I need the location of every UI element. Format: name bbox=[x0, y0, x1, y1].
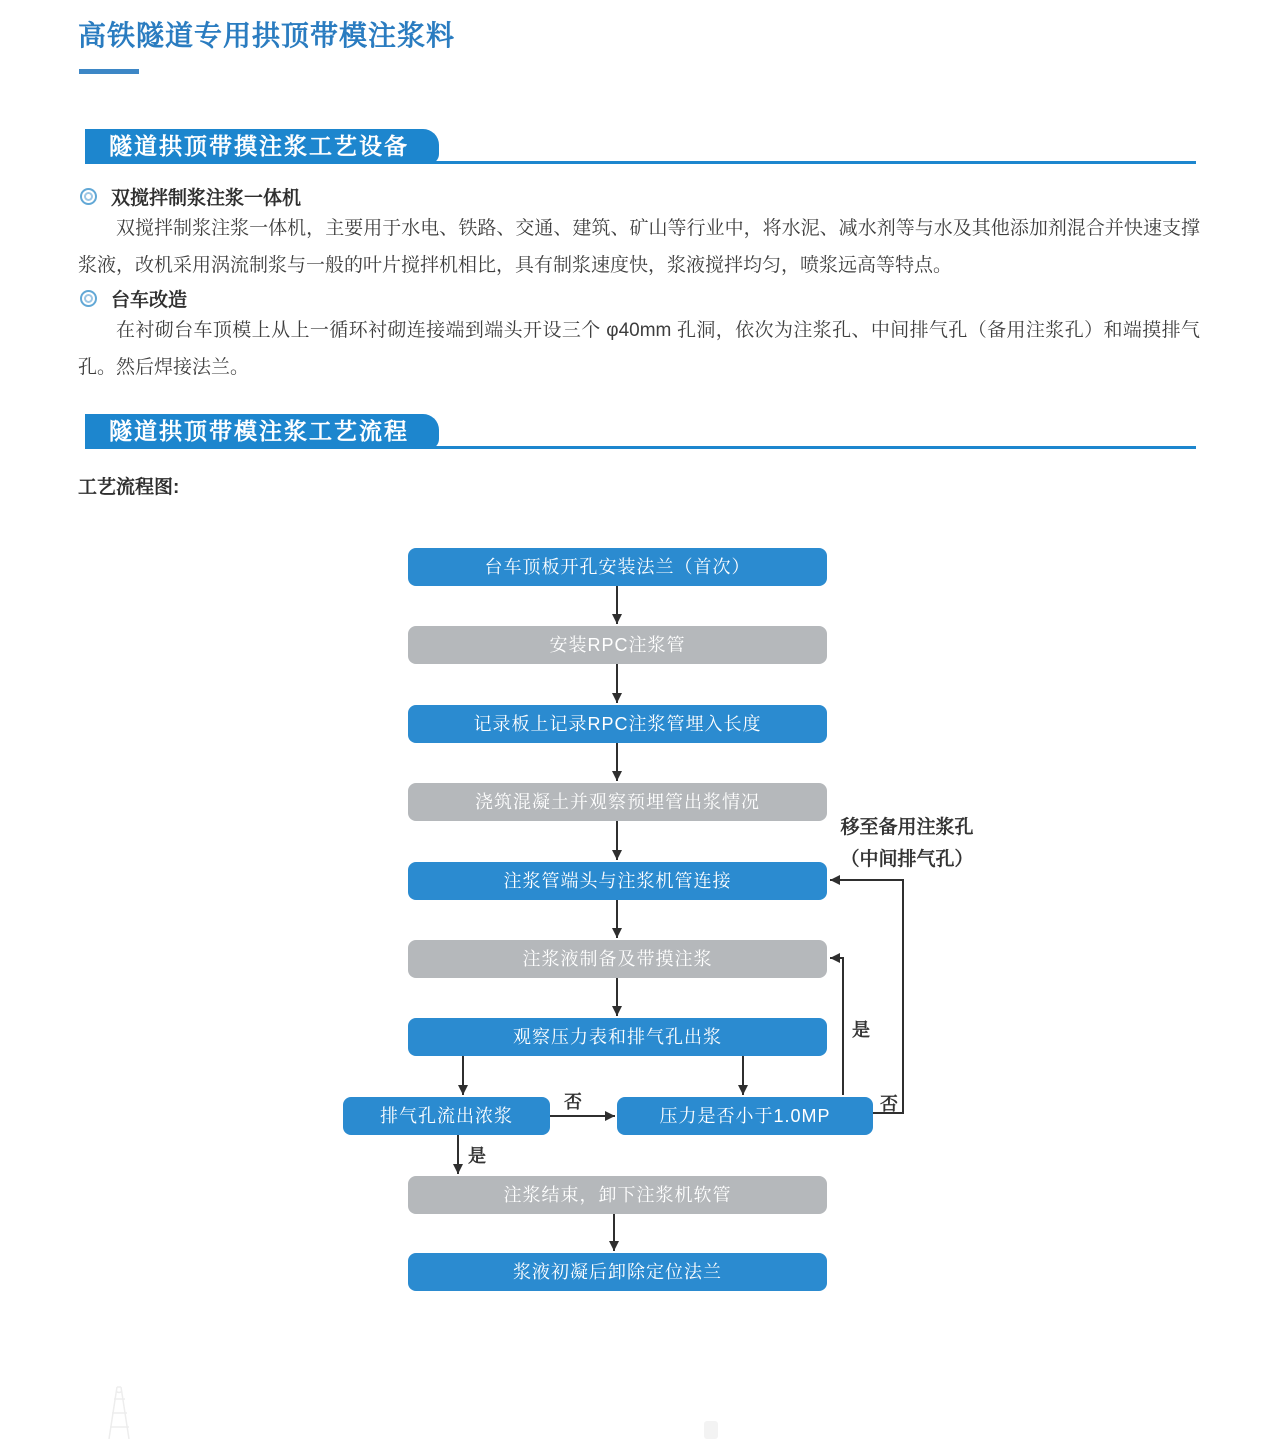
paragraph-mixer: 双搅拌制浆注浆一体机，主要用于水电、铁路、交通、建筑、矿山等行业中，将水泥、减水剂等与水及其他添加剂混合并快速支撑浆液，改机采用涡流制浆与一般的叶片搅拌机相比，具有制浆速度快，浆液搅拌均匀，喷浆远高等特点。 bbox=[78, 218, 1200, 276]
flow-note-line2: （中间排气孔） bbox=[840, 849, 974, 870]
title-underline bbox=[79, 69, 139, 74]
flow-step-pour-concrete: 浇筑混凝土并观察预埋管出浆情况 bbox=[408, 783, 827, 821]
flowchart-caption: 工艺流程图: bbox=[78, 477, 180, 498]
bullet-heading: 双搅拌制浆注浆一体机 bbox=[111, 188, 302, 209]
flow-step-install-rpc-pipe: 安装RPC注浆管 bbox=[408, 626, 827, 664]
flow-decision-pressure: 压力是否小于1.0MP bbox=[617, 1097, 873, 1135]
bullet-item-trolley bbox=[80, 285, 187, 312]
flow-note-backup-hole bbox=[826, 812, 988, 876]
bullet-heading: 台车改造 bbox=[111, 290, 188, 311]
flow-step-finish-grouting: 注浆结束，卸下注浆机软管 bbox=[408, 1176, 827, 1214]
bullet-item-mixer bbox=[80, 183, 301, 210]
edge-label-yes-feedback: 是 bbox=[852, 1020, 870, 1040]
ring-bullet-icon bbox=[80, 290, 97, 307]
flow-step-record-length: 记录板上记录RPC注浆管埋入长度 bbox=[408, 705, 827, 743]
section1-banner: 隧道拱顶带摸注浆工艺设备 bbox=[85, 129, 439, 164]
flow-step-connect-pipe: 注浆管端头与注浆机管连接 bbox=[408, 862, 827, 900]
ring-bullet-icon bbox=[80, 188, 97, 205]
process-flowchart bbox=[0, 540, 1280, 1320]
page-title: 高铁隧道专用拱顶带模注浆料 bbox=[78, 20, 456, 51]
paragraph-trolley: 在衬砌台车顶模上从上一循环衬砌连接端到端头开设三个 φ40mm 孔洞，依次为注浆孔、中间排气孔（备用注浆孔）和端摸排气孔。然后焊接法兰。 bbox=[78, 320, 1200, 378]
flow-decision-thick-grout: 排气孔流出浓浆 bbox=[343, 1097, 550, 1135]
edge-label-no-feedback: 否 bbox=[880, 1094, 898, 1114]
flow-note-line1: 移至备用注浆孔 bbox=[840, 817, 974, 838]
edge-label-no-between: 否 bbox=[564, 1092, 582, 1112]
section2-banner: 隧道拱顶带模注浆工艺流程 bbox=[85, 414, 439, 449]
flow-step-remove-flange: 浆液初凝后卸除定位法兰 bbox=[408, 1253, 827, 1291]
flow-step-install-flange: 台车顶板开孔安装法兰（首次） bbox=[408, 548, 827, 586]
flow-step-observe-pressure: 观察压力表和排气孔出浆 bbox=[408, 1018, 827, 1056]
footer-smudge bbox=[704, 1421, 718, 1439]
edge-label-yes-down: 是 bbox=[468, 1146, 486, 1166]
flow-step-prepare-grout: 注浆液制备及带摸注浆 bbox=[408, 940, 827, 978]
tower-watermark-icon bbox=[95, 1383, 155, 1439]
